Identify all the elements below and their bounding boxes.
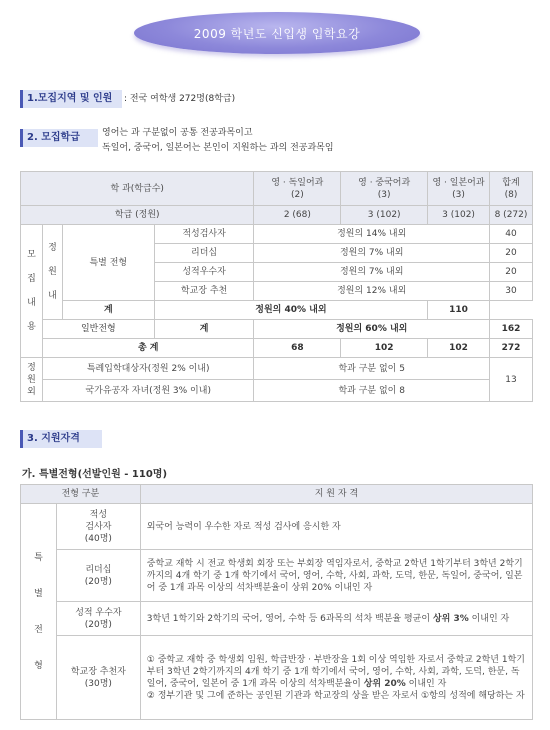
sum-value: 272 (489, 339, 532, 358)
row-type: 리더십 (20명) (56, 550, 140, 602)
section1-text: : 전국 여학생 272명(8학급) (124, 94, 236, 104)
sum-value: 102 (341, 339, 428, 358)
header-dept: 학 과(학급수) (21, 172, 254, 206)
row-total: 20 (489, 263, 532, 282)
header-chinese: 영 · 중국어과 (3) (341, 172, 428, 206)
section2-label: 2. 모집학급 (20, 129, 98, 147)
group-label-recruit: 모 집 내 용 (21, 225, 43, 358)
sub-label-quota: 정 원 내 (42, 225, 62, 320)
row-total: 20 (489, 244, 532, 263)
row-name: 성적우수자 (154, 263, 254, 282)
header-qualification: 지 원 자 격 (140, 485, 532, 504)
row-type: 적성 검사자 (40명) (56, 504, 140, 550)
header-japanese: 영 · 일본어과 (3) (428, 172, 490, 206)
row-total: 162 (489, 320, 532, 339)
special-label: 특별 전형 (62, 225, 154, 301)
row-total: 110 (428, 301, 490, 320)
table-row (21, 358, 533, 380)
class-row (21, 206, 533, 225)
qualification-table (20, 484, 533, 720)
row-name: 계 (62, 301, 154, 320)
row-type: 학교장 추천자 (30명) (56, 636, 140, 720)
section3-subheading: 가. 특별전형(선발인원 - 110명) (22, 469, 168, 480)
row-name: 적성검사자 (154, 225, 254, 244)
table-row (21, 380, 533, 402)
row-total: 30 (489, 282, 532, 301)
table-row (21, 225, 533, 244)
row-desc: 정원의 7% 내외 (254, 263, 490, 282)
outside-name: 국가유공자 자녀(정원 3% 이내) (42, 380, 254, 402)
row-name: 계 (154, 320, 254, 339)
class-label: 학급 (정원) (21, 206, 254, 225)
table-row (21, 504, 533, 550)
row-name: 학교장 추천 (154, 282, 254, 301)
table2-header-row (21, 485, 533, 504)
header-german: 영 · 독일어과 (2) (254, 172, 341, 206)
class-value: 8 (272) (489, 206, 532, 225)
outside-name: 특례입학대상자(정원 2% 이내) (42, 358, 254, 380)
table-row (21, 602, 533, 636)
row-type: 성적 우수자 (20명) (56, 602, 140, 636)
row-name: 리더십 (154, 244, 254, 263)
general-label: 일반전형 (42, 320, 154, 339)
header-type: 전형 구분 (21, 485, 141, 504)
group-label-special: 특 별 전 형 (21, 504, 57, 720)
section2-line2: 독일어, 중국어, 일본어는 본인이 지원하는 과의 전공과목임 (102, 143, 334, 153)
sum-value: 68 (254, 339, 341, 358)
table-row (21, 636, 533, 720)
section1-label: 1.모집지역 및 인원 (20, 90, 122, 108)
row-desc: 정원의 14% 내외 (254, 225, 490, 244)
general-row (21, 320, 533, 339)
header-total: 합계 (8) (489, 172, 532, 206)
class-value: 2 (68) (254, 206, 341, 225)
sum-label: 총 계 (42, 339, 254, 358)
table-row (21, 550, 533, 602)
row-qualification: 중학교 재학 시 전교 학생회 회장 또는 부회장 역임자로서, 중학교 2학년 1학기부터 3학년 2학기까지의 4개 학기 중 1개 학기에서 국어, 영어, 수학, 사회, 과학, 도덕, 한문, 독일어, 중국어, 일본어 중 1개 과목 이상의 석차백분율이 상위 20% 이내인 자 (140, 550, 532, 602)
row-desc: 정원의 60% 내외 (254, 320, 490, 339)
row-desc: 정원의 7% 내외 (254, 244, 490, 263)
special-subtotal-row (21, 301, 533, 320)
row-desc: 정원의 40% 내외 (154, 301, 427, 320)
title-banner (134, 12, 420, 54)
class-value: 3 (102) (341, 206, 428, 225)
row-desc: 정원의 12% 내외 (254, 282, 490, 301)
recruitment-table (20, 171, 533, 402)
outside-desc: 학과 구분 없이 5 (254, 358, 490, 380)
row-qualification: 외국어 능력이 우수한 자로 적성 검사에 응시한 자 (140, 504, 532, 550)
sub-label-outside: 정 원 외 (21, 358, 43, 402)
sum-value: 102 (428, 339, 490, 358)
row-qualification: ① 중학교 재학 중 학생회 임원, 학급반장 · 부반장을 1회 이상 역임한 자로서 중학교 2학년 1학기부터 3학년 2학기까지의 4개 학기 중 1개 학기에서 국어, 영어, 수학, 사회, 과학, 도덕, 한문, 독일어, 중국어, 일본어 중 1개 과목 이상의 석차백분율이 상위 20% 이내인 자 ② 정부기관 및 그에 준하는 공인된 기관과 학교장의 상을 받은 자로서 ①항의 성적에 해당하는 자 (140, 636, 532, 720)
row-total: 40 (489, 225, 532, 244)
page-title: 2009 학년도 신입생 입학요강 (193, 27, 361, 41)
outside-desc: 학과 구분 없이 8 (254, 380, 490, 402)
outside-total: 13 (489, 358, 532, 402)
section3-label: 3. 지원자격 (20, 430, 102, 448)
row-qualification: 3학년 1학기와 2학기의 국어, 영어, 수학 등 6과목의 석차 백분율 평균이 상위 3% 이내인 자 (140, 602, 532, 636)
class-value: 3 (102) (428, 206, 490, 225)
section2-line1: 영어는 과 구분없이 공통 전공과목이고 (102, 128, 253, 138)
sum-row (21, 339, 533, 358)
table1-header-row (21, 172, 533, 206)
